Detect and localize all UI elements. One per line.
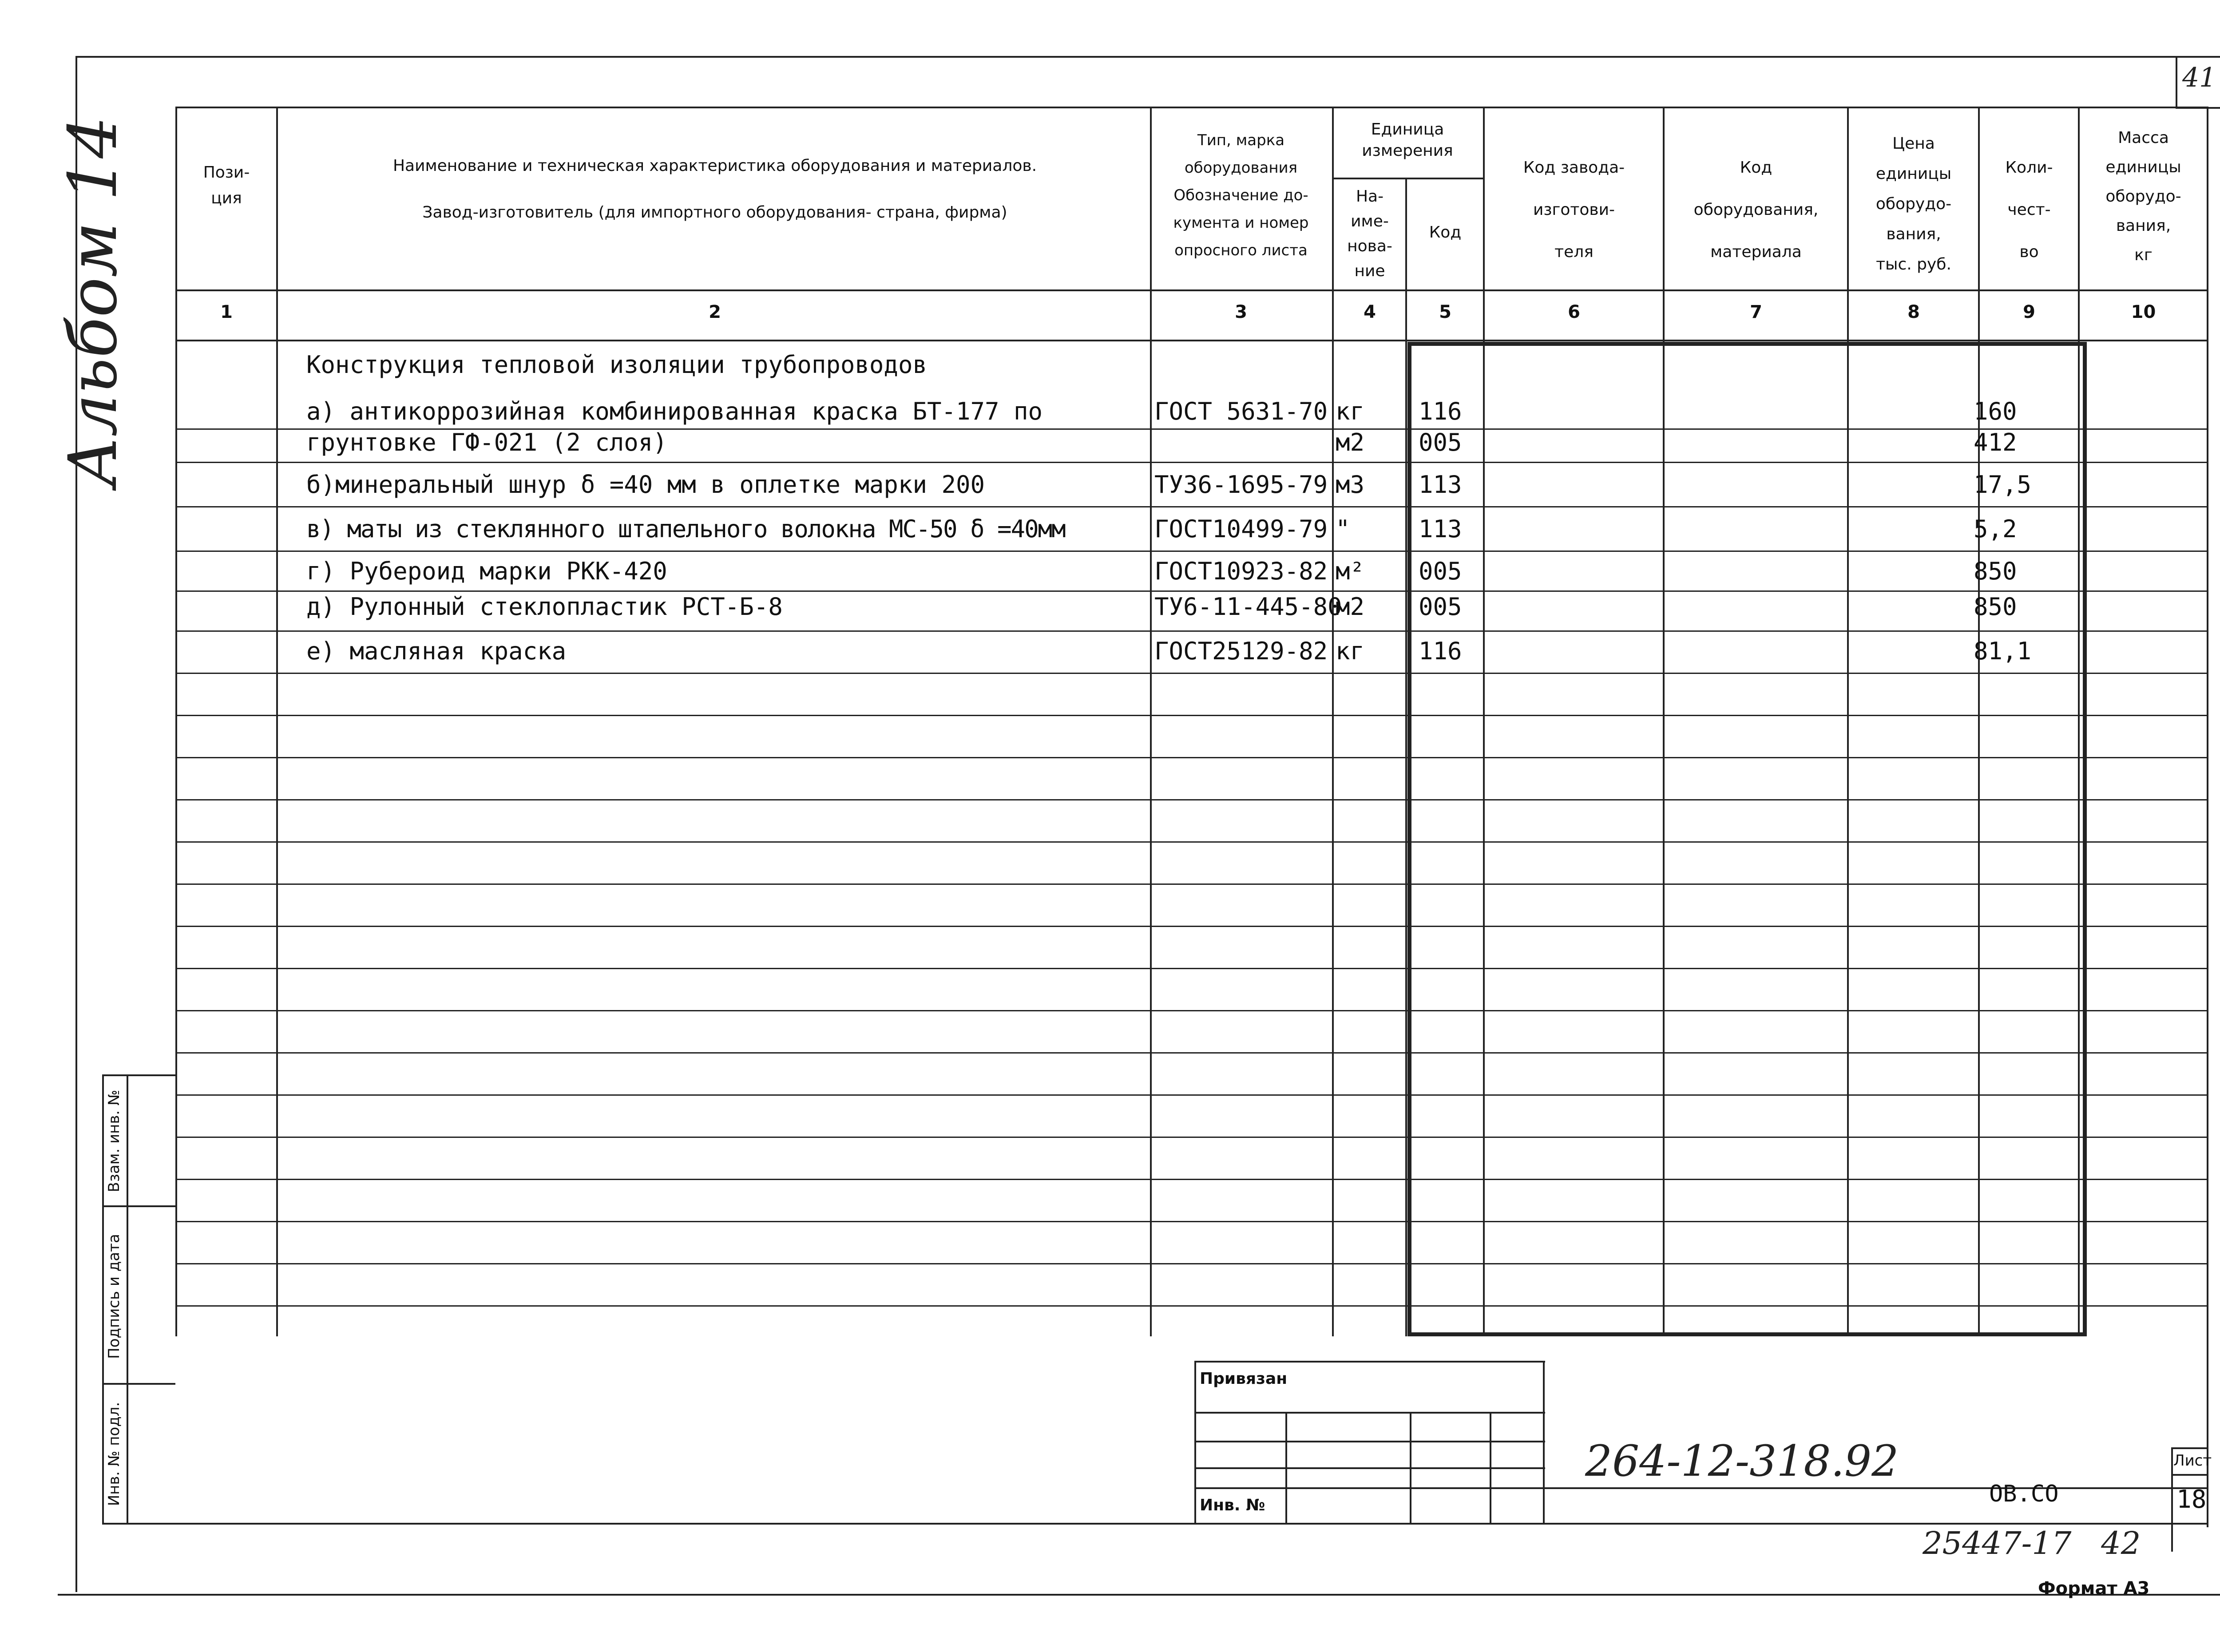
row-unit: м2 xyxy=(1336,593,1365,621)
row-code: 116 xyxy=(1419,397,1462,425)
row-qty: 412 xyxy=(1974,428,2017,456)
row-name: в) маты из стеклянного штапельного волокна МС-50 δ =40мм xyxy=(306,515,1065,543)
tb-list-no: 18 xyxy=(2176,1485,2207,1514)
row-separator xyxy=(175,551,2207,552)
table-right xyxy=(2207,107,2208,1527)
tb-sheet-top xyxy=(2171,1447,2207,1449)
row-separator xyxy=(175,1179,2207,1180)
header-col2-line1: Наименование и техническая характеристика оборудования и материалов. xyxy=(392,157,1037,175)
row-qty: 850 xyxy=(1974,557,2017,585)
tb-h3 xyxy=(1194,1467,1545,1469)
outer-frame-bottom xyxy=(58,1594,2220,1596)
title-block xyxy=(1194,1361,2212,1523)
row-doc: ГОСТ 5631-70 xyxy=(1154,397,1328,425)
outer-frame-top xyxy=(75,56,2220,58)
row-code: 116 xyxy=(1419,637,1462,665)
row-separator xyxy=(175,506,2207,507)
colnum-2: 2 xyxy=(709,302,721,322)
header-col1: Пози- ция xyxy=(203,163,250,207)
row-separator xyxy=(175,1221,2207,1222)
row-separator xyxy=(175,673,2207,674)
row-separator xyxy=(175,968,2207,969)
colnum-10: 10 xyxy=(2131,302,2156,322)
tb-v1 xyxy=(1285,1412,1287,1523)
tb-sheet-left xyxy=(2171,1447,2173,1552)
tb-inv-no: Инв. № xyxy=(1200,1496,1265,1514)
tb-v2 xyxy=(1410,1412,1411,1523)
corner-box-left xyxy=(2176,56,2177,107)
tb-doc-suffix: ОВ.СО xyxy=(1989,1481,2059,1507)
row-code: 005 xyxy=(1419,428,1462,456)
header-col7: Код оборудования, материала xyxy=(1693,158,1819,261)
row-qty: 160 xyxy=(1974,397,2017,425)
row-code: 113 xyxy=(1419,471,1462,499)
row-separator xyxy=(175,757,2207,758)
colnum-5: 5 xyxy=(1439,302,1451,322)
row-separator xyxy=(175,1305,2207,1307)
header-col9: Коли- чест- во xyxy=(2005,158,2053,261)
row-separator xyxy=(175,1137,2207,1138)
header-col6: Код завода- изготови- теля xyxy=(1523,158,1625,261)
header-col5: Код xyxy=(1429,223,1462,242)
tb-h1 xyxy=(1194,1412,1545,1414)
row-code: 113 xyxy=(1419,515,1462,543)
side-stamp-bottom xyxy=(102,1523,2207,1525)
colnum-6: 6 xyxy=(1568,302,1580,322)
row-qty: 850 xyxy=(1974,593,2017,621)
row-separator xyxy=(175,1052,2207,1054)
row-unit: м2 xyxy=(1336,428,1365,456)
side-stamp-divider xyxy=(127,1074,128,1523)
row-unit: кг xyxy=(1336,397,1365,425)
side-stamp-vzam-inv: Взам. инв. № xyxy=(105,1089,123,1192)
colnum-3: 3 xyxy=(1235,302,1247,322)
row-separator xyxy=(175,630,2207,632)
colnum-9: 9 xyxy=(2023,302,2035,322)
row-qty: 5,2 xyxy=(1974,515,2017,543)
row-qty: 17,5 xyxy=(1974,471,2032,499)
tb-h2 xyxy=(1194,1441,1545,1442)
col-divider-3 xyxy=(1332,107,1334,1336)
row-separator xyxy=(175,1263,2207,1264)
row-doc: ТУ36-1695-79 xyxy=(1154,471,1328,499)
header-col2-line2: Завод-изготовитель (для импортного оборудования- страна, фирма) xyxy=(422,203,1007,222)
row-doc: ГОСТ25129-82 xyxy=(1154,637,1328,665)
sheet-corner-number: 41 xyxy=(2182,62,2216,93)
colnum-7: 7 xyxy=(1750,302,1762,322)
row-qty: 81,1 xyxy=(1974,637,2032,665)
colnum-1: 1 xyxy=(220,302,233,322)
header-bottom xyxy=(175,289,2207,291)
row-doc: ГОСТ10923-82 xyxy=(1154,557,1328,585)
row-separator xyxy=(175,715,2207,716)
col-divider-1 xyxy=(276,107,278,1336)
row-separator xyxy=(175,462,2207,463)
header-col8: Цена единицы оборудо- вания, тыс. руб. xyxy=(1875,135,1952,273)
header-col3: Тип, марка оборудования Обозначение до- кумента и номер опросного листа xyxy=(1173,131,1309,259)
row-unit: м3 xyxy=(1336,471,1365,499)
row-separator xyxy=(175,799,2207,800)
unit-group-divider xyxy=(1332,178,1483,179)
header-col4: На- име- нова- ние xyxy=(1347,187,1392,280)
row-separator xyxy=(175,841,2207,843)
table-top xyxy=(175,107,2207,108)
header-col10: Масса единицы оборудо- вания, кг xyxy=(2105,129,2181,264)
tb-v3 xyxy=(1490,1412,1491,1523)
tb-list-label: Лист xyxy=(2173,1452,2212,1470)
row-code: 005 xyxy=(1419,593,1462,621)
side-stamp-left xyxy=(102,1074,104,1523)
colnum-4: 4 xyxy=(1364,302,1376,322)
side-stamp-podpis-data: Подпись и дата xyxy=(105,1234,123,1359)
row-unit: м² xyxy=(1336,557,1365,585)
tb-doc-code: 264-12-318.92 xyxy=(1585,1436,1899,1486)
row-separator xyxy=(175,1010,2207,1011)
row-doc: ГОСТ10499-79 xyxy=(1154,515,1328,543)
row-name: г) Рубероид марки РКК-420 xyxy=(306,557,667,585)
tb-sheet-mid xyxy=(2171,1474,2207,1476)
row-name: б)минеральный шнур δ =40 мм в оплетке марки 200 xyxy=(306,471,985,499)
side-stamp-inv-podl: Инв. № подл. xyxy=(105,1402,123,1506)
row-separator xyxy=(175,590,2207,592)
row-separator xyxy=(175,883,2207,885)
colnum-8: 8 xyxy=(1907,302,1920,322)
tb-top xyxy=(1194,1361,1545,1363)
row-name: грунтовке ГФ-021 (2 слоя) xyxy=(306,428,667,456)
row-separator xyxy=(175,926,2207,927)
row-unit: " xyxy=(1336,515,1350,543)
header-unit-group: Единица измерения xyxy=(1362,120,1453,160)
format-label: Формат А3 xyxy=(2038,1578,2150,1599)
row-name: а) антикоррозийная комбинированная краска БТ-177 по xyxy=(306,397,1043,425)
row-unit: кг xyxy=(1336,637,1365,665)
colnum-bottom xyxy=(175,340,2207,341)
row-doc: ТУ6-11-445-80 xyxy=(1154,593,1342,621)
album-label: Альбом 14 xyxy=(55,116,132,487)
row-separator xyxy=(175,1094,2207,1096)
bottom-handwritten-code: 25447-17 42 xyxy=(1923,1525,2141,1561)
tb-privyazan: Привязан xyxy=(1200,1370,1288,1388)
row-name: е) масляная краска xyxy=(306,637,567,665)
col-divider-2 xyxy=(1150,107,1152,1336)
row-name: Конструкция тепловой изоляции трубопроводов xyxy=(306,351,927,379)
row-code: 005 xyxy=(1419,557,1462,585)
row-name: д) Рулонный стеклопластик РСТ-Б-8 xyxy=(306,593,783,621)
